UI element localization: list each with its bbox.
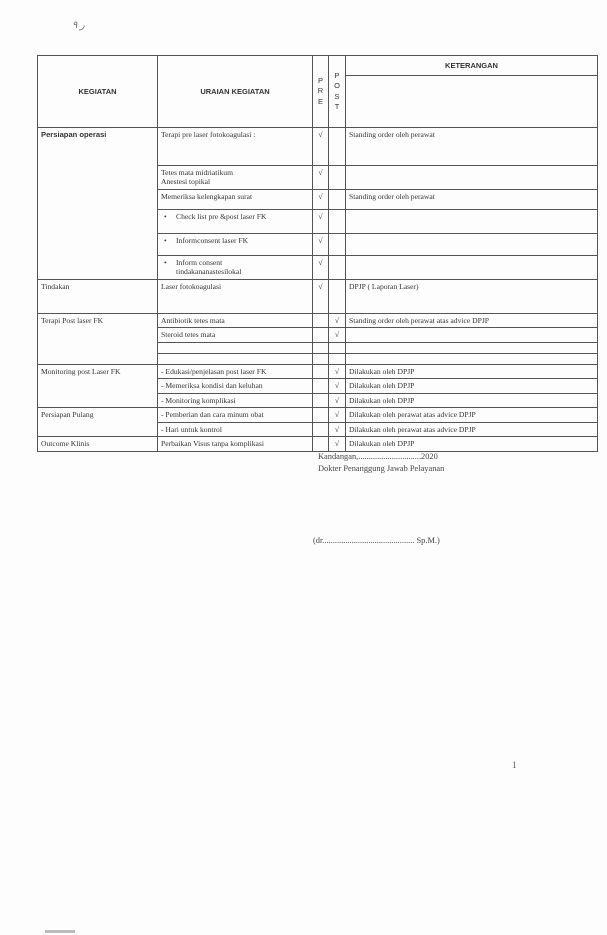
uraian-cell: Laser fotokoagulasi (158, 279, 313, 313)
signature-place-date: Kandangan,..............................2020 (318, 452, 438, 461)
pre-check (313, 328, 329, 342)
uraian-cell: Tetes mata midriatikum Anestesi topikal (158, 166, 313, 190)
pre-check (313, 379, 329, 393)
keterangan-cell (346, 233, 598, 255)
pre-check: √ (313, 128, 329, 166)
table-row (38, 279, 598, 313)
uraian-cell: Antibiotik tetes mata (158, 313, 313, 327)
post-check (329, 128, 346, 166)
post-check: √ (329, 393, 346, 407)
post-check: √ (329, 437, 346, 451)
uraian-cell: Memeriksa kelengkapan surat (158, 189, 313, 209)
post-check: √ (329, 313, 346, 327)
header-keterangan: KETERANGAN (346, 56, 598, 76)
keterangan-cell: Dilakukan oleh DPJP (346, 364, 598, 378)
uraian-cell: - Monitoring komplikasi (158, 393, 313, 407)
keterangan-cell (346, 328, 598, 342)
uraian-cell: - Hari untuk kontrol (158, 422, 313, 436)
signature-role: Dokter Penanggung Jawab Pelayanan (318, 464, 445, 473)
pre-check (313, 422, 329, 436)
post-check: √ (329, 328, 346, 342)
pre-check: √ (313, 209, 329, 233)
post-check: √ (329, 379, 346, 393)
pre-check (313, 393, 329, 407)
pre-check: √ (313, 279, 329, 313)
pre-check: √ (313, 255, 329, 279)
post-check (329, 255, 346, 279)
pre-check (313, 408, 329, 422)
header-pre: P R E (313, 56, 329, 128)
uraian-cell: - Memeriksa kondisi dan keluhan (158, 379, 313, 393)
kegiatan-cell: Persiapan Pulang (38, 408, 158, 437)
handwritten-mark: ر ٩ (72, 20, 85, 31)
post-check (329, 279, 346, 313)
keterangan-cell: Dilakukan oleh perawat atas advice DPJP (346, 422, 598, 436)
kegiatan-cell: Terapi Post laser FK (38, 313, 158, 364)
table-row (38, 437, 598, 451)
keterangan-cell (346, 166, 598, 190)
uraian-cell: • Informconsent laser FK (158, 233, 313, 255)
keterangan-cell: Dilakukan oleh DPJP (346, 379, 598, 393)
keterangan-cell: DPJP ( Laporan Laser) (346, 279, 598, 313)
table-row (38, 313, 598, 327)
post-check: √ (329, 364, 346, 378)
uraian-cell: Perbaikan Visus tanpa komplikasi (158, 437, 313, 451)
table-row (38, 364, 598, 378)
pre-check: √ (313, 166, 329, 190)
pre-check: √ (313, 233, 329, 255)
signature-name-line: (dr............................................ Sp.M.) (313, 536, 440, 545)
uraian-cell: Terapi pre laser fotokoagulasi : (158, 128, 313, 166)
post-check (329, 166, 346, 190)
keterangan-cell: Dilakukan oleh perawat atas advice DPJP (346, 408, 598, 422)
header-keterangan-blank (346, 76, 598, 128)
header-post: P O S T (329, 56, 346, 128)
kegiatan-cell: Persiapan operasi (38, 128, 158, 280)
pre-check (313, 437, 329, 451)
pre-check (313, 364, 329, 378)
clinical-pathway-table (37, 55, 598, 452)
keterangan-cell: Standing order oleh perawat (346, 128, 598, 166)
uraian-cell: • Inform consent tindakananastesilokal (158, 255, 313, 279)
kegiatan-cell: Outcome Klinis (38, 437, 158, 451)
uraian-cell: - Edukasi/penjelasan post laser FK (158, 364, 313, 378)
keterangan-cell: Standing order oleh perawat (346, 189, 598, 209)
header-row-top (38, 56, 598, 76)
header-kegiatan: KEGIATAN (38, 56, 158, 128)
kegiatan-cell: Tindakan (38, 279, 158, 313)
scan-artifact (45, 930, 75, 933)
pre-check: √ (313, 189, 329, 209)
post-check: √ (329, 422, 346, 436)
kegiatan-cell: Monitoring post Laser FK (38, 364, 158, 407)
header-uraian: URAIAN KEGIATAN (158, 56, 313, 128)
post-check (329, 209, 346, 233)
post-check: √ (329, 408, 346, 422)
keterangan-cell: Dilakukan oleh DPJP (346, 393, 598, 407)
table-row (38, 408, 598, 422)
page-number: 1 (512, 760, 517, 770)
post-check (329, 233, 346, 255)
keterangan-cell (346, 255, 598, 279)
keterangan-cell: Standing order oleh perawat atas advice DPJP (346, 313, 598, 327)
keterangan-cell (346, 209, 598, 233)
table-row (38, 128, 598, 166)
uraian-cell: Steroid tetes mata (158, 328, 313, 342)
uraian-cell: • Check list pre &post laser FK (158, 209, 313, 233)
uraian-cell: - Pemberian dan cara minum obat (158, 408, 313, 422)
keterangan-cell: Dilakukan oleh DPJP (346, 437, 598, 451)
pre-check (313, 313, 329, 327)
post-check (329, 189, 346, 209)
